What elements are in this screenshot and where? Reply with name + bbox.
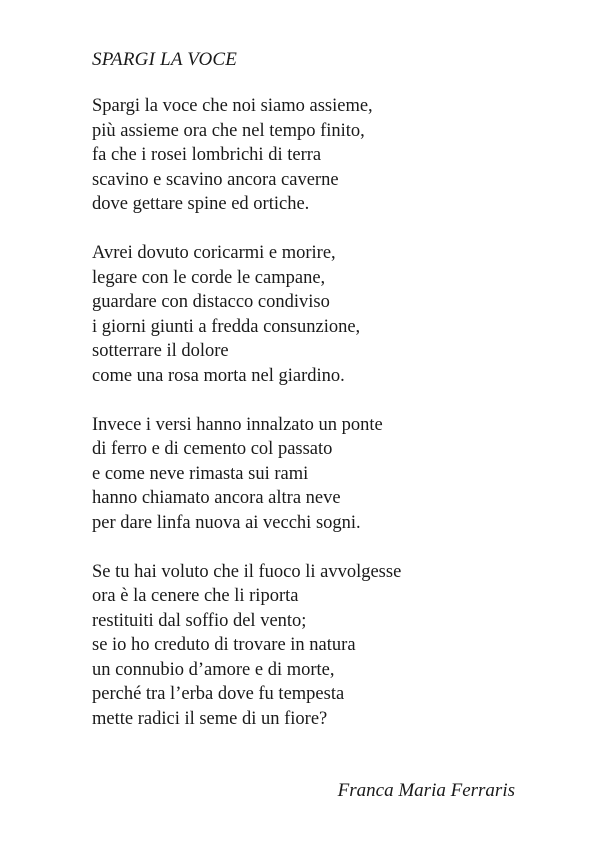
poem-line: ora è la cenere che li riporta xyxy=(92,586,299,607)
poem-body xyxy=(92,94,572,756)
poem-line: per dare linfa nuova ai vecchi sogni. xyxy=(92,512,361,533)
stanza-1 xyxy=(92,94,572,217)
poem-line: fa che i rosei lombrichi di terra xyxy=(92,145,322,166)
poem-line: Spargi la voce che noi siamo assieme, xyxy=(92,96,373,116)
poem-line: i giorni giunti a fredda consunzione, xyxy=(92,316,361,337)
poem-line: Se tu hai voluto che il fuoco li avvolgesse xyxy=(92,561,402,582)
poem-line: legare con le corde le campane, xyxy=(92,267,326,288)
poem-line: dove gettare spine ed ortiche. xyxy=(92,194,310,215)
stanza-3 xyxy=(92,413,572,536)
poem-line: di ferro e di cemento col passato xyxy=(92,439,333,460)
poem-line: sotterrare il dolore xyxy=(92,341,229,362)
poem-line: un connubio d’amore e di morte, xyxy=(92,659,335,680)
poem-line: hanno chiamato ancora altra neve xyxy=(92,488,341,509)
poem-line: mette radici il seme di un fiore? xyxy=(92,709,328,730)
stanza-2 xyxy=(92,241,572,389)
poem-line: più assieme ora che nel tempo finito, xyxy=(92,120,365,141)
author-signature: Franca Maria Ferraris xyxy=(337,780,515,801)
poem-line: come una rosa morta nel giardino. xyxy=(92,365,345,386)
poem-line: guardare con distacco condiviso xyxy=(92,292,330,313)
poem-line: restituiti dal soffio del vento; xyxy=(92,610,307,631)
poem-line: e come neve rimasta sui rami xyxy=(92,463,309,484)
poem-line: scavino e scavino ancora caverne xyxy=(92,169,339,190)
poem-line: Avrei dovuto coricarmi e morire, xyxy=(92,242,336,263)
poem-line: perché tra l’erba dove fu tempesta xyxy=(92,684,345,705)
poem-line: Invece i versi hanno innalzato un ponte xyxy=(92,414,383,435)
stanza-4 xyxy=(92,560,572,732)
poem-title: SPARGI LA VOCE xyxy=(92,49,238,70)
poem-line: se io ho creduto di trovare in natura xyxy=(92,635,356,656)
